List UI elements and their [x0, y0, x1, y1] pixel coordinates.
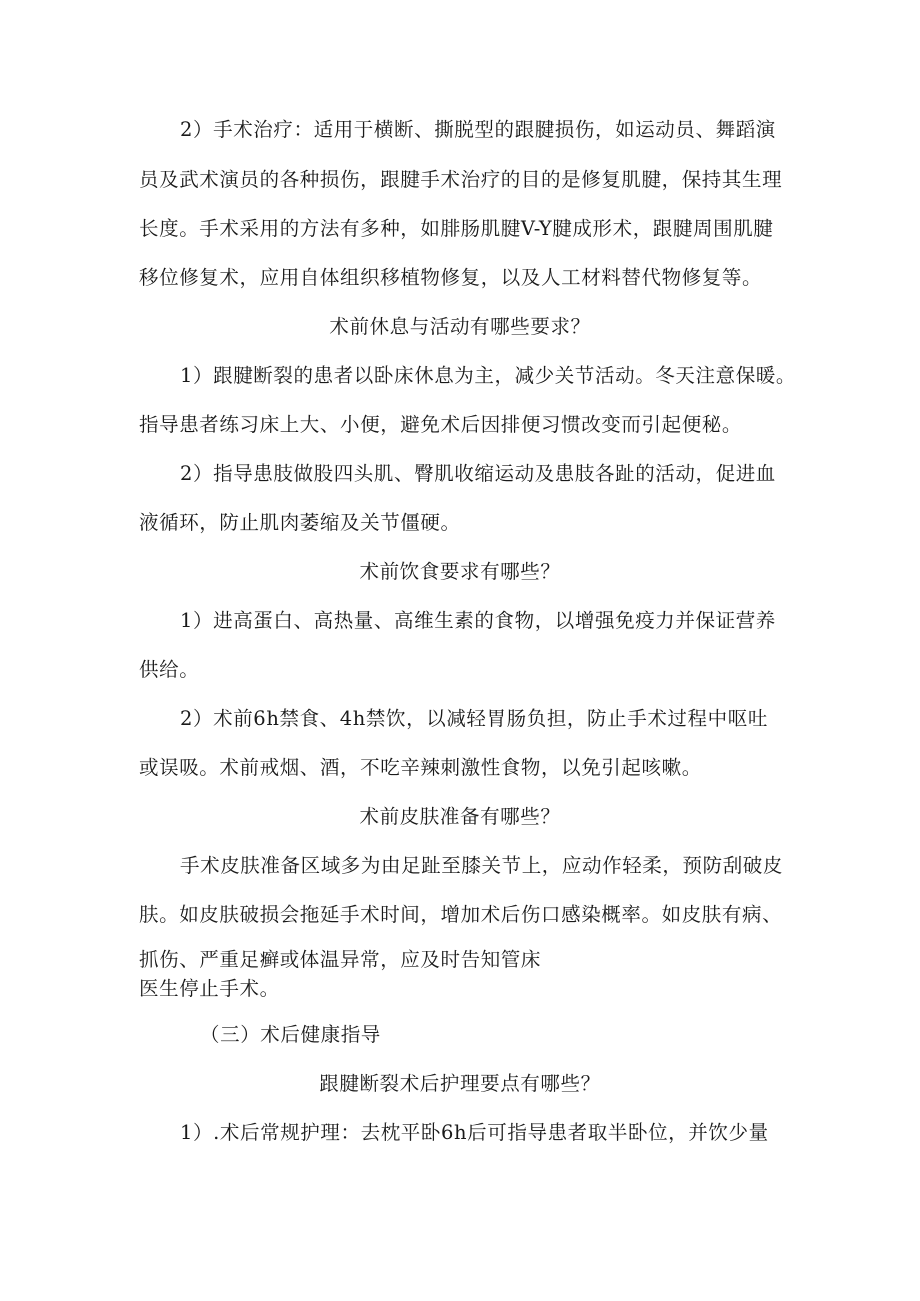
paragraph-line: 2）指导患肢做股四头肌、臀肌收缩运动及患肢各趾的活动，促进血 [180, 462, 776, 485]
paragraph-line: 手术皮肤准备区域多为由足趾至膝关节上，应动作轻柔，预防刮破皮 [180, 854, 784, 877]
paragraph-line: 1）跟腱断裂的患者以卧床休息为主，减少关节活动。冬天注意保暖。 [180, 364, 797, 387]
paragraph-line: 员及武术演员的各种损伤，跟腱手术治疗的目的是修复肌腱，保持其生理 [139, 168, 783, 191]
paragraph-line: 或误吸。术前戒烟、酒，不吃辛辣刺激性食物，以免引起咳嗽。 [139, 756, 702, 779]
paragraph-line: 医生停止手术。 [139, 977, 280, 1000]
paragraph-line: 2）术前6h禁食、4h禁饮，以减轻胃肠负担，防止手术过程中呕吐 [180, 707, 768, 730]
paragraph-line: 1）进高蛋白、高热量、高维生素的食物，以增强免疫力并保证营养 [180, 609, 776, 632]
paragraph-line: 1）.术后常规护理：去枕平卧6h后可指导患者取半卧位，并饮少量 [180, 1121, 769, 1144]
subsection-heading: （三）术后健康指导 [200, 1023, 381, 1046]
section-heading: 跟腱断裂术后护理要点有哪些？ [319, 1072, 601, 1095]
section-heading: 术前饮食要求有哪些？ [359, 560, 561, 583]
section-heading: 术前皮肤准备有哪些？ [359, 805, 561, 828]
paragraph-line: 2）手术治疗：适用于横断、撕脱型的跟腱损伤，如运动员、舞蹈演 [180, 118, 776, 141]
paragraph-line: 液循环，防止肌肉萎缩及关节僵硬。 [139, 511, 461, 534]
paragraph-line: 长度。手术采用的方法有多种，如腓肠肌腱V-Y腱成形术，跟腱周围肌腱 [139, 217, 774, 240]
paragraph-line: 移位修复术，应用自体组织移植物修复，以及人工材料替代物修复等。 [139, 266, 763, 289]
paragraph-line: 供给。 [139, 658, 200, 681]
paragraph-line: 抓伤、严重足癣或体温异常，应及时告知管床 [139, 948, 542, 971]
section-heading: 术前休息与活动有哪些要求？ [329, 315, 591, 338]
paragraph-line: 肤。如皮肤破损会拖延手术时间，增加术后伤口感染概率。如皮肤有病、 [139, 903, 783, 926]
paragraph-line: 指导患者练习床上大、小便，避免术后因排便习惯改变而引起便秘。 [139, 413, 743, 436]
